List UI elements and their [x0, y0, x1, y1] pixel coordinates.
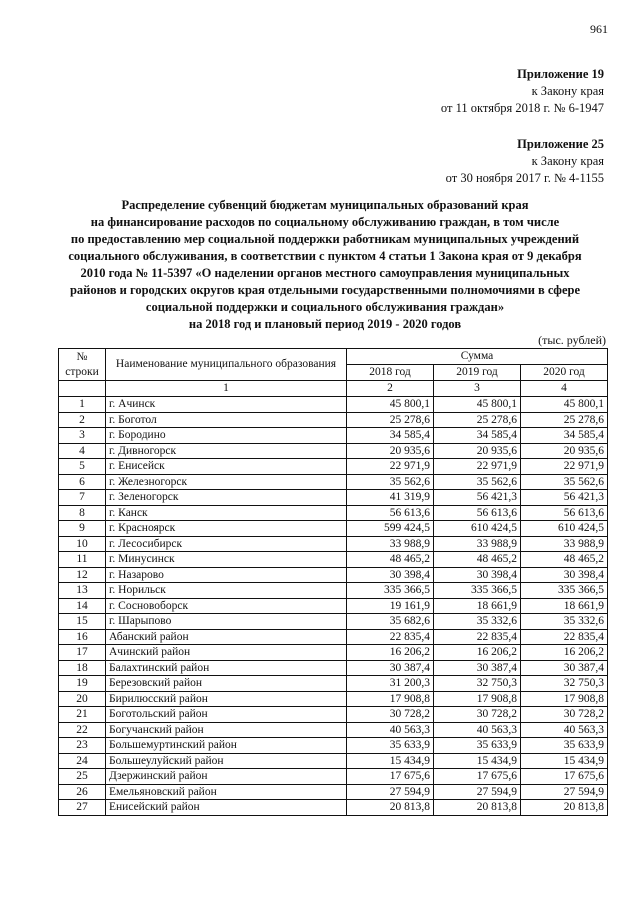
municipality-name: г. Железногорск: [106, 474, 347, 490]
municipality-name: Абанский район: [106, 629, 347, 645]
amount-2019: 30 398,4: [434, 567, 521, 583]
amount-2018: 35 633,9: [347, 738, 434, 754]
header-sum: Сумма: [347, 349, 608, 365]
table-row: [59, 505, 608, 521]
appendix-19-line-1: к Закону края: [531, 84, 604, 98]
appendix-25-block: [446, 136, 604, 187]
amount-2020: 25 278,6: [521, 412, 608, 428]
amount-2020: 35 633,9: [521, 738, 608, 754]
row-number: 7: [59, 490, 106, 506]
header-row-number: № строки: [59, 349, 106, 381]
municipality-name: Енисейский район: [106, 800, 347, 816]
municipality-name: г. Канск: [106, 505, 347, 521]
row-number: 17: [59, 645, 106, 661]
header-municipality: Наименование муниципального образования: [106, 349, 347, 381]
row-number: 10: [59, 536, 106, 552]
amount-2019: 16 206,2: [434, 645, 521, 661]
title-line: по предоставлению мер социальной поддержки работникам муниципальных учреждений: [70, 232, 580, 246]
table-row: [59, 412, 608, 428]
table-row: [59, 738, 608, 754]
table-row: [59, 629, 608, 645]
municipality-name: г. Дивногорск: [106, 443, 347, 459]
amount-2018: 19 161,9: [347, 598, 434, 614]
row-number: 27: [59, 800, 106, 816]
row-number: 23: [59, 738, 106, 754]
row-number: 19: [59, 676, 106, 692]
amount-2020: 56 613,6: [521, 505, 608, 521]
title-line: на 2018 год и плановый период 2019 - 2020 годов: [188, 317, 462, 331]
amount-2019: 27 594,9: [434, 784, 521, 800]
row-number: 9: [59, 521, 106, 537]
table-row: [59, 691, 608, 707]
table-row: [59, 397, 608, 413]
title-line: социальной поддержки и социального обслуживания граждан»: [145, 300, 505, 314]
amount-2018: 48 465,2: [347, 552, 434, 568]
document-title: [60, 197, 590, 333]
amount-2020: 17 908,8: [521, 691, 608, 707]
amount-2019: 610 424,5: [434, 521, 521, 537]
municipality-name: Ачинский район: [106, 645, 347, 661]
table-row: [59, 474, 608, 490]
row-number: 25: [59, 769, 106, 785]
amount-2019: 20 813,8: [434, 800, 521, 816]
amount-2019: 30 728,2: [434, 707, 521, 723]
row-number: 4: [59, 443, 106, 459]
header-col-index-3: 3: [434, 381, 521, 397]
municipality-name: г. Красноярск: [106, 521, 347, 537]
amount-2020: 15 434,9: [521, 753, 608, 769]
amount-2018: 16 206,2: [347, 645, 434, 661]
appendix-25-heading: Приложение 25: [517, 137, 604, 151]
table-row: [59, 660, 608, 676]
amount-2020: 35 332,6: [521, 614, 608, 630]
row-number: 18: [59, 660, 106, 676]
amount-2020: 35 562,6: [521, 474, 608, 490]
amount-2019: 335 366,5: [434, 583, 521, 599]
municipality-name: Березовский район: [106, 676, 347, 692]
amount-2019: 22 835,4: [434, 629, 521, 645]
municipality-name: г. Енисейск: [106, 459, 347, 475]
amount-2020: 32 750,3: [521, 676, 608, 692]
title-line: социального обслуживания, в соответствии с пунктом 4 статьи 1 Закона края от 9 декабря: [68, 249, 582, 263]
amount-2019: 35 332,6: [434, 614, 521, 630]
table-row: [59, 490, 608, 506]
amount-2018: 34 585,4: [347, 428, 434, 444]
amount-2018: 25 278,6: [347, 412, 434, 428]
row-number: 12: [59, 567, 106, 583]
municipality-name: Емельяновский район: [106, 784, 347, 800]
table-row: [59, 459, 608, 475]
row-number: 3: [59, 428, 106, 444]
row-number: 2: [59, 412, 106, 428]
row-number: 26: [59, 784, 106, 800]
municipality-name: Дзержинский район: [106, 769, 347, 785]
amount-2020: 22 835,4: [521, 629, 608, 645]
amount-2018: 56 613,6: [347, 505, 434, 521]
amount-2018: 35 682,6: [347, 614, 434, 630]
amount-2018: 17 908,8: [347, 691, 434, 707]
row-number: 21: [59, 707, 106, 723]
table-row: [59, 428, 608, 444]
row-number: 6: [59, 474, 106, 490]
table-row: [59, 521, 608, 537]
amount-2018: 30 728,2: [347, 707, 434, 723]
amount-2020: 16 206,2: [521, 645, 608, 661]
amount-2019: 22 971,9: [434, 459, 521, 475]
municipality-name: Бирилюсский район: [106, 691, 347, 707]
table-row: [59, 769, 608, 785]
row-number: 15: [59, 614, 106, 630]
municipality-name: г. Назарово: [106, 567, 347, 583]
row-number: 24: [59, 753, 106, 769]
row-number: 13: [59, 583, 106, 599]
amount-2019: 45 800,1: [434, 397, 521, 413]
municipality-name: Боготольский район: [106, 707, 347, 723]
amount-2019: 20 935,6: [434, 443, 521, 459]
amount-2019: 35 562,6: [434, 474, 521, 490]
amount-2020: 20 935,6: [521, 443, 608, 459]
header-2018: 2018 год: [347, 365, 434, 381]
amount-2020: 610 424,5: [521, 521, 608, 537]
table-row: [59, 753, 608, 769]
row-number: 11: [59, 552, 106, 568]
subventions-table: [58, 348, 608, 816]
header-col-index-4: 4: [521, 381, 608, 397]
amount-2018: 30 398,4: [347, 567, 434, 583]
appendix-19-heading: Приложение 19: [517, 67, 604, 81]
header-col-index-2: 2: [347, 381, 434, 397]
amount-2020: 30 387,4: [521, 660, 608, 676]
amount-2019: 33 988,9: [434, 536, 521, 552]
amount-2020: 30 728,2: [521, 707, 608, 723]
amount-2018: 30 387,4: [347, 660, 434, 676]
amount-2018: 33 988,9: [347, 536, 434, 552]
appendix-25-line-2: от 30 ноября 2017 г. № 4-1155: [445, 171, 604, 185]
amount-2018: 40 563,3: [347, 722, 434, 738]
amount-2020: 17 675,6: [521, 769, 608, 785]
page-number: 961: [590, 22, 608, 36]
municipality-name: Большеулуйский район: [106, 753, 347, 769]
title-line: Распределение субвенций бюджетам муниципальных образований края: [121, 198, 529, 212]
amount-2019: 17 675,6: [434, 769, 521, 785]
table-row: [59, 583, 608, 599]
table-row: [59, 536, 608, 552]
amount-2020: 30 398,4: [521, 567, 608, 583]
table-row: [59, 784, 608, 800]
units-note: (тыс. рублей): [538, 333, 606, 347]
table-row: [59, 614, 608, 630]
amount-2020: 34 585,4: [521, 428, 608, 444]
amount-2020: 45 800,1: [521, 397, 608, 413]
table-row: [59, 722, 608, 738]
municipality-name: г. Боготол: [106, 412, 347, 428]
amount-2018: 335 366,5: [347, 583, 434, 599]
municipality-name: г. Минусинск: [106, 552, 347, 568]
header-col-index-0: [59, 381, 106, 397]
header-2020: 2020 год: [521, 365, 608, 381]
amount-2018: 599 424,5: [347, 521, 434, 537]
title-line: 2010 года № 11-5397 «О наделении органов местного самоуправления муниципальных: [80, 266, 570, 280]
table-row: [59, 598, 608, 614]
row-number: 22: [59, 722, 106, 738]
amount-2018: 27 594,9: [347, 784, 434, 800]
table-row: [59, 443, 608, 459]
row-number: 8: [59, 505, 106, 521]
header-col-index-1: 1: [106, 381, 347, 397]
amount-2019: 15 434,9: [434, 753, 521, 769]
amount-2018: 45 800,1: [347, 397, 434, 413]
amount-2019: 34 585,4: [434, 428, 521, 444]
row-number: 16: [59, 629, 106, 645]
amount-2019: 40 563,3: [434, 722, 521, 738]
municipality-name: г. Лесосибирск: [106, 536, 347, 552]
amount-2020: 22 971,9: [521, 459, 608, 475]
row-number: 5: [59, 459, 106, 475]
amount-2018: 20 935,6: [347, 443, 434, 459]
table-body: [59, 397, 608, 816]
table-row: [59, 552, 608, 568]
municipality-name: Большемуртинский район: [106, 738, 347, 754]
title-line: районов и городских округов края отдельными государственными полномочиями в сфере: [69, 283, 580, 297]
appendix-19-block: [441, 66, 604, 117]
amount-2018: 17 675,6: [347, 769, 434, 785]
municipality-name: г. Бородино: [106, 428, 347, 444]
amount-2018: 22 971,9: [347, 459, 434, 475]
table-header: [59, 349, 608, 397]
amount-2020: 56 421,3: [521, 490, 608, 506]
amount-2018: 20 813,8: [347, 800, 434, 816]
amount-2020: 27 594,9: [521, 784, 608, 800]
amount-2020: 18 661,9: [521, 598, 608, 614]
municipality-name: г. Норильск: [106, 583, 347, 599]
appendix-19-line-2: от 11 октября 2018 г. № 6-1947: [440, 101, 604, 115]
municipality-name: г. Сосновоборск: [106, 598, 347, 614]
amount-2019: 56 421,3: [434, 490, 521, 506]
amount-2019: 48 465,2: [434, 552, 521, 568]
amount-2019: 17 908,8: [434, 691, 521, 707]
amount-2019: 32 750,3: [434, 676, 521, 692]
amount-2019: 56 613,6: [434, 505, 521, 521]
amount-2020: 33 988,9: [521, 536, 608, 552]
amount-2018: 22 835,4: [347, 629, 434, 645]
amount-2019: 18 661,9: [434, 598, 521, 614]
amount-2020: 48 465,2: [521, 552, 608, 568]
appendix-25-line-1: к Закону края: [531, 154, 604, 168]
table-row: [59, 676, 608, 692]
amount-2019: 25 278,6: [434, 412, 521, 428]
municipality-name: г. Ачинск: [106, 397, 347, 413]
table-row: [59, 567, 608, 583]
amount-2018: 15 434,9: [347, 753, 434, 769]
amount-2020: 335 366,5: [521, 583, 608, 599]
amount-2018: 35 562,6: [347, 474, 434, 490]
title-line: на финансирование расходов по социальному обслуживанию граждан, в том числе: [90, 215, 560, 229]
amount-2019: 30 387,4: [434, 660, 521, 676]
amount-2018: 31 200,3: [347, 676, 434, 692]
municipality-name: г. Зеленогорск: [106, 490, 347, 506]
municipality-name: Балахтинский район: [106, 660, 347, 676]
amount-2020: 40 563,3: [521, 722, 608, 738]
row-number: 1: [59, 397, 106, 413]
header-2019: 2019 год: [434, 365, 521, 381]
row-number: 20: [59, 691, 106, 707]
row-number: 14: [59, 598, 106, 614]
municipality-name: Богучанский район: [106, 722, 347, 738]
amount-2020: 20 813,8: [521, 800, 608, 816]
amount-2019: 35 633,9: [434, 738, 521, 754]
table-row: [59, 800, 608, 816]
amount-2018: 41 319,9: [347, 490, 434, 506]
table-row: [59, 707, 608, 723]
table-row: [59, 645, 608, 661]
municipality-name: г. Шарыпово: [106, 614, 347, 630]
